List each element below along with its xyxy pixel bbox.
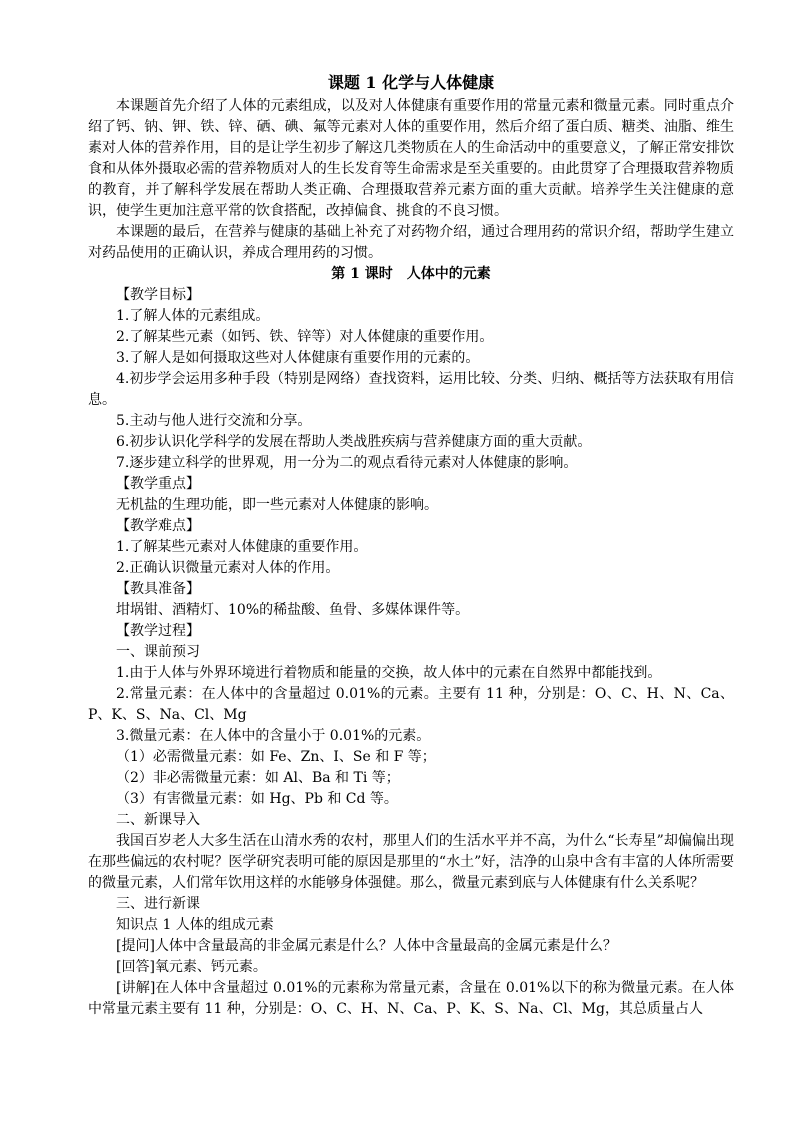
new-lesson-heading: 三、进行新课	[116, 896, 200, 912]
document-page	[88, 70, 734, 1020]
key-points-text: 无机盐的生理功能，即一些元素对人体健康的影响。	[116, 497, 438, 513]
objectives-heading: 【教学目标】	[116, 287, 200, 303]
document-title: 课题 1 化学与人体健康	[327, 73, 495, 92]
difficulty-item: 2.正确认识微量元素对人体的作用。	[116, 560, 340, 576]
question-text: [提问]人体中含量最高的非金属元素是什么？人体中含量最高的金属元素是什么？	[116, 938, 617, 954]
objective-item: 6.初步认识化学科学的发展在帮助人类战胜疾病与营养健康方面的重大贡献。	[116, 434, 592, 450]
knowledge-point: 知识点 1 人体的组成元素	[116, 917, 274, 933]
intro-lesson-heading: 二、新课导入	[116, 812, 200, 828]
preview-item: （1）必需微量元素：如 Fe、Zn、I、Se 和 F 等；	[116, 749, 436, 765]
objective-item: 4.初步学会运用多种手段（特别是网络）查找资料，运用比较、分类、归纳、概括等方法获取有用信息。	[88, 371, 734, 408]
answer-text: [回答]氧元素、钙元素。	[116, 959, 267, 975]
difficulty-item: 1.了解某些元素对人体健康的重要作用。	[116, 539, 368, 555]
objective-item: 2.了解某些元素（如钙、铁、锌等）对人体健康的重要作用。	[116, 329, 494, 345]
objective-item: 7.逐步建立科学的世界观，用一分为二的观点看待元素对人体健康的影响。	[116, 455, 578, 471]
objective-item: 1.了解人体的元素组成。	[116, 308, 270, 324]
objective-item: 5.主动与他人进行交流和分享。	[116, 413, 312, 429]
materials-heading: 【教具准备】	[116, 581, 200, 597]
difficulties-heading: 【教学难点】	[116, 518, 200, 534]
key-points-heading: 【教学重点】	[116, 476, 200, 492]
lecture-text: [讲解]在人体中含量超过 0.01%的元素称为常量元素，含量在 0.01%以下的称为微量元素。在人体中常量元素主要有 11 种，分别是：O、C、H、N、Ca、P、K、S、Na、Cl、Mg，其总质量占人	[88, 980, 734, 1017]
preview-item: （2）非必需微量元素：如 Al、Ba 和 Ti 等；	[116, 770, 400, 786]
preview-item: 3.微量元素：在人体中的含量小于 0.01%的元素。	[116, 728, 431, 744]
preview-item: 1.由于人体与外界环境进行着物质和能量的交换，故人体中的元素在自然界中都能找到。	[116, 665, 662, 681]
intro-paragraph-2: 本课题的最后，在营养与健康的基础上补充了对药物介绍，通过合理用药的常识介绍，帮助学生建立对药品使用的正确认识，养成合理用药的习惯。	[88, 224, 734, 261]
preview-item: 2.常量元素：在人体中的含量超过 0.01%的元素。主要有 11 种，分别是：O、C、H、N、Ca、P、K、S、Na、Cl、Mg	[88, 686, 734, 723]
lesson-title: 第 1 课时 人体中的元素	[331, 266, 491, 282]
materials-text: 坩埚钳、酒精灯、10%的稀盐酸、鱼骨、多媒体课件等。	[116, 602, 470, 618]
preview-heading: 一、课前预习	[116, 644, 200, 660]
process-heading: 【教学过程】	[116, 623, 200, 639]
intro-lesson-text: 我国百岁老人大多生活在山清水秀的农村，那里人们的生活水平并不高，为什么“长寿星”却偏偏出现在那些偏远的农村呢？医学研究表明可能的原因是那里的“水土”好，洁净的山泉中含有丰富的人体所需要的微量元素，人们常年饮用这样的水能够身体强健。那么，微量元素到底与人体健康有什么关系呢？	[88, 833, 734, 891]
preview-item: （3）有害微量元素：如 Hg、Pb 和 Cd 等。	[116, 791, 398, 807]
objective-item: 3.了解人是如何摄取这些对人体健康有重要作用的元素的。	[116, 350, 480, 366]
intro-paragraph-1: 本课题首先介绍了人体的元素组成，以及对人体健康有重要作用的常量元素和微量元素。同时重点介绍了钙、钠、钾、铁、锌、硒、碘、氟等元素对人体的重要作用，然后介绍了蛋白质、糖类、油脂、维生素对人体的营养作用，目的是让学生初步了解这几类物质在人的生命活动中的重要意义，了解正常安排饮食和从体外摄取必需的营养物质对人的生长发育等生命需求是至关重要的。由此贯穿了合理摄取营养物质的教育，并了解科学发展在帮助人类正确、合理摄取营养元素方面的重大贡献。培养学生关注健康的意识，使学生更加注意平常的饮食搭配，改掉偏食、挑食的不良习惯。	[88, 98, 734, 219]
